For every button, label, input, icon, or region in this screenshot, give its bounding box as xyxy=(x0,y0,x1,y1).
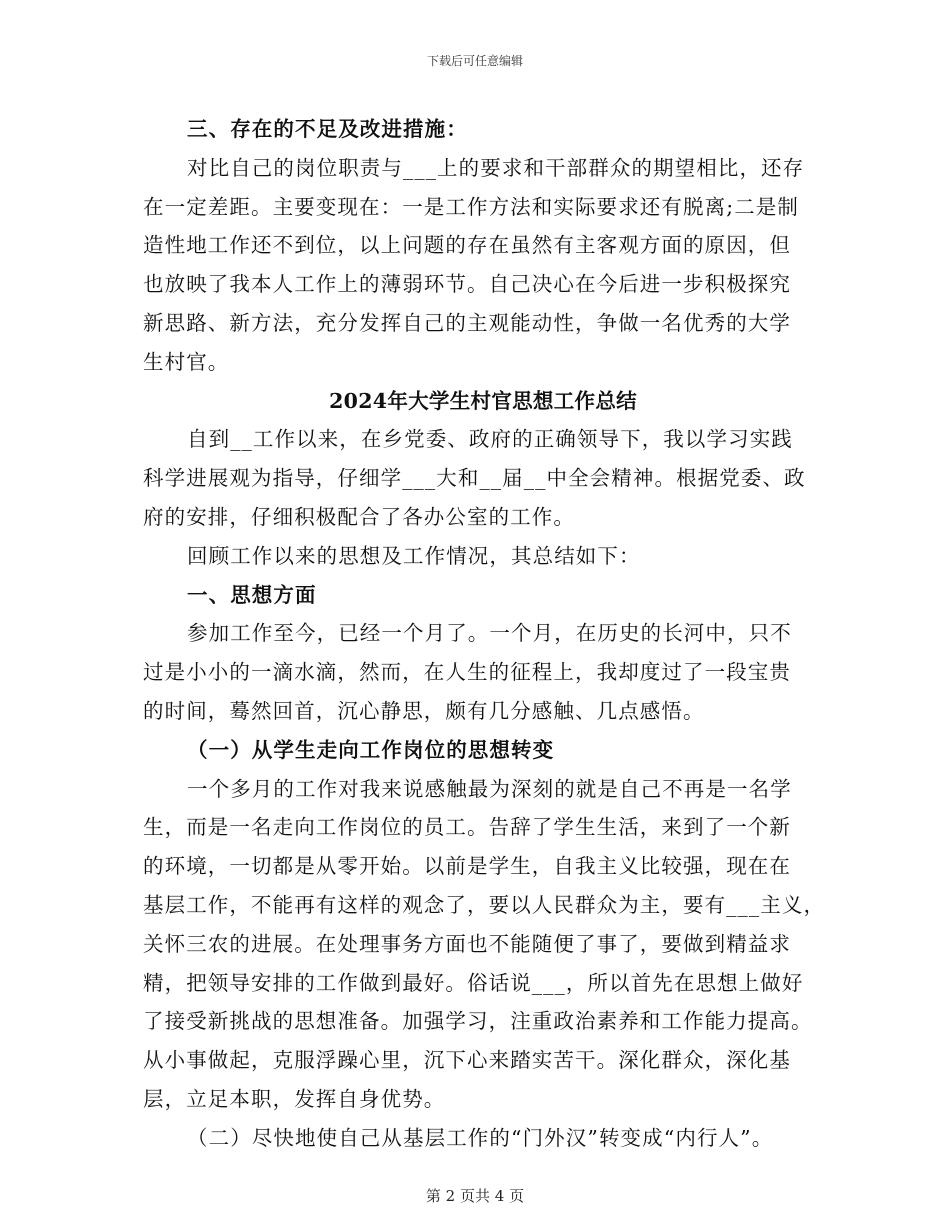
text-line: 关怀三农的进展。在处理事务方面也不能随便了事了，要做到精益求 xyxy=(143,931,791,956)
text-line: 新思路、新方法，充分发挥自己的主观能动性，争做一名优秀的大学 xyxy=(143,310,791,335)
page-footer: 第 2 页共 4 页 xyxy=(425,1187,525,1205)
text-line: 的环境，一切都是从零开始。以前是学生，自我主义比较强，现在在 xyxy=(143,854,791,879)
heading-line: （一）从学生走向工作岗位的思想转变 xyxy=(187,737,555,762)
page-header: 下载后可任意编辑 xyxy=(426,54,523,68)
text-line: 生，而是一名走向工作岗位的员工。告辞了学生生活，来到了一个新 xyxy=(143,815,791,840)
text-line: 造性地工作还不到位，以上问题的存在虽然有主客观方面的原因，但 xyxy=(143,233,791,258)
text-line: 一个多月的工作对我来说感触最为深刻的就是自己不再是一名学 xyxy=(187,776,792,801)
text-line: 自到__工作以来，在乡党委、政府的正确领导下，我以学习实践 xyxy=(187,427,793,452)
text-line: 的时间，蓦然回首，沉心静思，颇有几分感触、几点感悟。 xyxy=(143,698,705,723)
heading-line: 一、思想方面 xyxy=(187,582,317,607)
text-line: 精，把领导安排的工作做到最好。俗话说___，所以首先在思想上做好 xyxy=(143,970,804,995)
heading-line: 2024年大学生村官思想工作总结 xyxy=(329,388,637,413)
text-line: （二）尽快地使自己从基层工作的“门外汉”转变成“内行人”。 xyxy=(187,1125,774,1150)
text-line: 层，立足本职，发挥自身优势。 xyxy=(143,1086,446,1111)
text-line: 参加工作至今，已经一个月了。一个月，在历史的长河中，只不 xyxy=(187,621,792,646)
text-line: 也放映了我本人工作上的薄弱环节。自己决心在今后进一步积极探究 xyxy=(143,272,791,297)
text-line: 基层工作，不能再有这样的观念了，要以人民群众为主，要有___主义， xyxy=(143,892,826,917)
text-line: 府的安排，仔细积极配合了各办公室的工作。 xyxy=(143,504,575,529)
text-line: 生村官。 xyxy=(143,349,230,374)
heading-line: 三、存在的不足及改进措施： xyxy=(187,117,468,141)
text-line: 回顾工作以来的思想及工作情况，其总结如下： xyxy=(187,543,641,568)
text-line: 对比自己的岗位职责与___上的要求和干部群众的期望相比，还存 xyxy=(187,155,805,180)
document-body xyxy=(143,110,826,1158)
text-line: 了接受新挑战的思想准备。加强学习，注重政治素养和工作能力提高。 xyxy=(143,1009,813,1034)
text-line: 在一定差距。主要变现在：一是工作方法和实际要求还有脱离;二是制 xyxy=(143,194,800,219)
text-line: 科学进展观为指导，仔细学___大和__届__中全会精神。根据党委、政 xyxy=(143,466,806,491)
text-line: 从小事做起，克服浮躁心里，沉下心来踏实苦干。深化群众，深化基 xyxy=(143,1048,791,1073)
text-line: 过是小小的一滴水滴，然而，在人生的征程上，我却度过了一段宝贵 xyxy=(143,660,791,685)
